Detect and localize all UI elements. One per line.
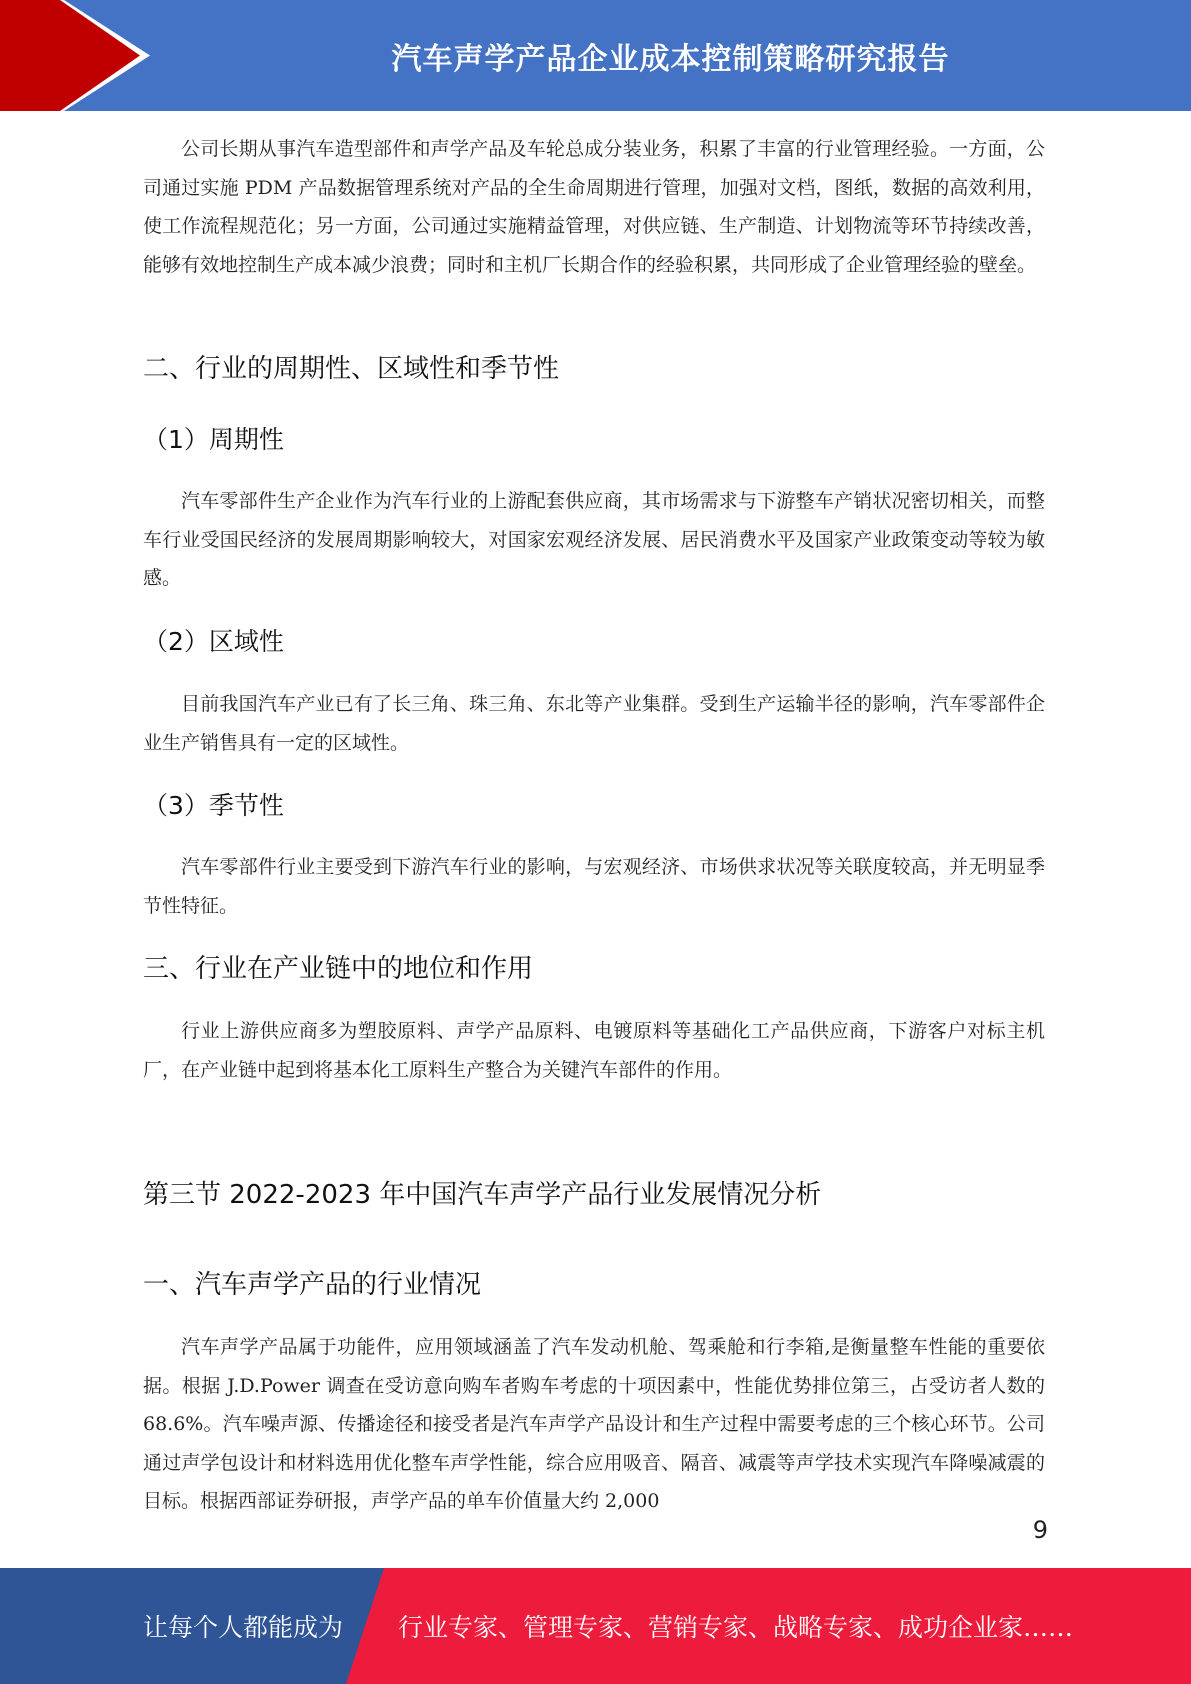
report-title: 汽车声学产品企业成本控制策略研究报告 <box>391 41 950 77</box>
header-arrow-decoration <box>0 0 160 111</box>
paragraph-cyclicality: 汽车零部件生产企业作为汽车行业的上游配套供应商，其市场需求与下游整车产销状况密切相关，而整车行业受国民经济的发展周期影响较大，对国家宏观经济发展、居民消费水平及国家产业政策变动等较为敏感。 <box>143 490 1045 589</box>
paragraph-industry-chain: 行业上游供应商多为塑胶原料、声学产品原料、电镀原料等基础化工产品供应商，下游客户对标主机厂，在产业链中起到将基本化工原料生产整合为关键汽车部件的作用。 <box>143 1020 1045 1081</box>
footer-slogan-right: 行业专家、管理专家、营销专家、战略专家、成功企业家…… <box>398 1613 1074 1642</box>
heading-cyclicality-section: 二、行业的周期性、区域性和季节性 <box>143 354 560 384</box>
heading-seasonality: （3）季节性 <box>143 791 284 820</box>
page-footer <box>0 1568 1191 1684</box>
heading-regionality: （2）区域性 <box>143 627 284 656</box>
heading-cyclicality: （1）周期性 <box>143 425 284 454</box>
page-header <box>0 0 1191 111</box>
paragraph-industry-overview: 汽车声学产品属于功能件，应用领域涵盖了汽车发动机舱、驾乘舱和行李箱,是衡量整车性能的重要依据。根据 J.D.Power 调查在受访意向购车者购车考虑的十项因素中，性能优势排位第三，占受访者人数的 68.6%。汽车噪声源、传播途径和接受者是汽车声学产品设计和生产过程中需要考虑的三个核心环节。公司通过声学包设计和材料选用优化整车声学性能，综合应用吸音、隔音、减震等声学技术实现汽车降噪减震的目标。根据西部证券研报，声学产品的单车价值量大约 2,000 <box>143 1336 1045 1512</box>
heading-industry-chain: 三、行业在产业链中的地位和作用 <box>143 954 534 984</box>
heading-industry-overview: 一、汽车声学产品的行业情况 <box>143 1270 482 1300</box>
paragraph-management-experience: 公司长期从事汽车造型部件和声学产品及车轮总成分装业务，积累了丰富的行业管理经验。一方面，公司通过实施 PDM 产品数据管理系统对产品的全生命周期进行管理，加强对文档，图纸，数据的高效利用，使工作流程规范化；另一方面，公司通过实施精益管理，对供应链、生产制造、计划物流等环节持续改善，能够有效地控制生产成本减少浪费；同时和主机厂长期合作的经验积累，共同形成了企业管理经验的壁垒。 <box>143 138 1045 276</box>
page-number: 9 <box>1032 1516 1048 1544</box>
paragraph-seasonality: 汽车零部件行业主要受到下游汽车行业的影响，与宏观经济、市场供求状况等关联度较高，并无明显季节性特征。 <box>143 856 1045 917</box>
heading-section-three: 第三节 2022-2023 年中国汽车声学产品行业发展情况分析 <box>143 1180 822 1210</box>
paragraph-regionality: 目前我国汽车产业已有了长三角、珠三角、东北等产业集群。受到生产运输半径的影响，汽车零部件企业生产销售具有一定的区域性。 <box>143 693 1045 754</box>
footer-slogan-left: 让每个人都能成为 <box>143 1613 344 1642</box>
